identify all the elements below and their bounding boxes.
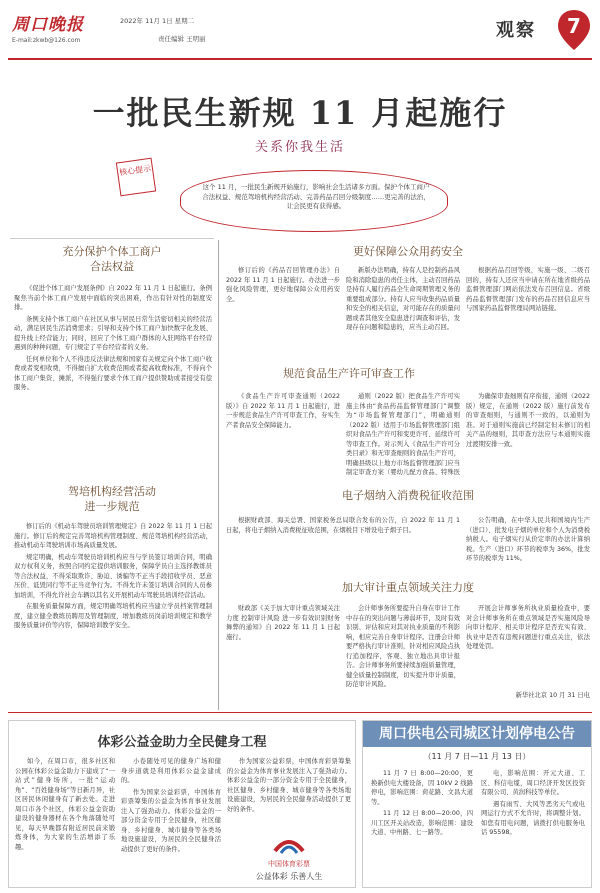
lottery-logo-text: 中国体育彩票 bbox=[268, 860, 310, 868]
section-body-6b bbox=[346, 604, 460, 700]
paragraph: 条例支持个体工商户在社区从事与居民日常生活密切相关的经营活动，满足居民生活消费需求；引导和支持个体工商户加快数字化发展、提升线上经营能力；同时，回应了个体工商户群体的入驻网络平台经营遇到的种种问题，专门规定了平台经营者的义务。 bbox=[14, 315, 212, 351]
divider bbox=[10, 238, 214, 239]
section-heading-3: 更好保障公众用药安全 bbox=[353, 245, 463, 258]
column-divider bbox=[218, 240, 219, 710]
paragraph: 作为国家公益彩票，中国体育彩票筹集的公益金为体育事业发展注入了强劲动力。体彩公益金的一部分资金专用于全民健身，社区健身、乡村健身、城市健身等各类场地设施建设，为居民的全民健身活动提供了更好的条件。 bbox=[227, 758, 351, 813]
paragraph: 如今，在周口市，很多社区和公园在体彩公益金助力下建成了“一站式”健身场所，一批“运动角”、“百姓健身场”等日新月异，社区居民休闲健身有了新去处。走进周口市各个社区，体彩公益金资助建设的健身器材在各个角落随处可见，每天早晚都有附近居民前来锻炼身体，为大家的生活增添了乐趣。 bbox=[15, 758, 115, 851]
section-body-2 bbox=[14, 522, 212, 631]
tip-badge: 核心提示 bbox=[116, 158, 156, 197]
section-heading-5: 电子烟纳入消费税征收范围 bbox=[342, 489, 474, 502]
paragraph: 通则（2022 版）把食品生产许可实施主体由“食品药品监督管理部门”调整为“市场监督管理部门”，明确通则（2022 版）适用于市场监督管理部门组织对食品生产许可和变更许可、延续许可等审查工作。对示列入《食品生产许可分类目录》和无审查细则的食品生产许可，明确县级以上地方市场监督管理部门应当制定审查方案（婴幼儿配方食品、特殊医 bbox=[346, 393, 460, 476]
newspaper-brand: 周口晚报 bbox=[12, 15, 84, 35]
section-body-6c bbox=[466, 604, 590, 688]
paragraph: 《促进个体工商户发展条例》自 2022 年 11 月 1 日起施行。条例聚焦当前个体工商户发展中面临的突出困难，作出有针对性的制度安排。 bbox=[14, 285, 212, 311]
section-body-3a bbox=[226, 266, 340, 304]
lottery-col-3 bbox=[227, 757, 351, 827]
paragraph: 会计师事务所要提升自身在审计工作中存在的突出问题与薄弱环节，及时有效识别、评估和应对其对执业质量的不利影响，相应完善自身审计程序。注册会计师要严格执行审计准则，针对相应风险点执行追加程序，客观、独立地出具审计报告。会计师事务所要持续加强质量管理，健全质量控制制度，切实提升审计质量，防范审计风险。 bbox=[346, 605, 460, 688]
top-rule bbox=[8, 58, 592, 60]
section-body-5a bbox=[226, 516, 460, 566]
paragraph: 11 月 7 日 8:00—20:00，更换新供电大楼设备，因 10kV 2 线路停电，影响范围：荷花路、文昌大道等。 bbox=[371, 770, 473, 806]
lead-text: 这个 11 月，一批民生新规开始施行，影响社会生活诸多方面。保护个体工商户合法权益、规范驾培机构经营活动、完善药品召回分级制度……更完善的法治，让会民更有获得感。 bbox=[202, 183, 430, 210]
section-body-6a bbox=[226, 604, 340, 700]
responsible-editor: 责任编辑 王明丽 bbox=[158, 35, 206, 43]
page-number-badge bbox=[556, 8, 592, 52]
masthead bbox=[8, 4, 592, 56]
paragraph: 公告明确，在中华人民共和国境内生产（进口）、批发电子烟的单位和个人为消费税纳税人。电子烟实行从价定率的办法计算纳税。生产（进口）环节的税率为 36%，批发环节的税率为 11%。 bbox=[466, 517, 590, 562]
page-number: 7 bbox=[567, 14, 581, 38]
paragraph: 遇有雨雪、大风等恶劣天气或电网运行方式不允许时，将调整计划。如您有用电问题，请拨打供电服务电话 95598。 bbox=[481, 800, 585, 836]
lottery-logo-icon bbox=[271, 833, 307, 857]
section-heading-6: 加大审计重点领域关注力度 bbox=[342, 581, 474, 594]
paragraph: 财政部《关于加大审计重点领域关注力度 控制审计风险 进一步有效识别财务舞弊的通知》自 2022 年 11 月 1 日起施行。 bbox=[226, 605, 340, 641]
issue-date: 2022年 11月 1日 星期二 bbox=[120, 17, 195, 25]
paragraph: 11 月 12 日 8:00—20:00，四川工区开关站改造，影响范围：建设大道、中州路、七一路等。 bbox=[371, 810, 473, 836]
section-body-4b bbox=[346, 392, 460, 476]
paragraph: 在服务质量保障方面，规定明确驾培机构应当建立学员档案管理制度，建立健全教练员聘用及管理制度，增加教练员岗前培训规定和教学服务质量评价等内容，保障培训教学安全。 bbox=[14, 603, 212, 629]
notice-title: 周口供电公司城区计划停电公告 bbox=[363, 721, 591, 747]
paragraph: 修订后的《机动车驾驶员培训管理规定》自 2022 年 11 月 1 日起施行。修订后的规定完善驾培机构管理制度、规范驾培机构经营活动，推动机动车驾驶培训市场高质量发展。 bbox=[14, 523, 212, 549]
paragraph: 作为国家公益彩票，中国体育彩票筹集的公益金为体育事业发展注入了强劲动力。体彩公益金的一部分资金专用于全民健身，社区健身、乡村健身、城市健身等各类场地设施建设，为居民的全民健身活动提供了更好的条件。 bbox=[121, 788, 221, 853]
lottery-col-1 bbox=[15, 757, 115, 883]
headline-subtitle: 关系你我生活 bbox=[254, 140, 345, 155]
section-body-1 bbox=[14, 284, 212, 393]
notice-col-2 bbox=[481, 769, 585, 883]
lottery-slogan: 公益体彩 乐善人生 bbox=[255, 872, 323, 881]
section-name: 观察 bbox=[496, 20, 536, 41]
paragraph: 任何单位和个人不得违反法律法规和国家有关规定向个体工商户收费或者变相收费，不得擅自扩大收费范围或者提高收费标准，不得向个体工商户集资、摊派，不得强行要求个体工商户提供赞助或者接受有偿服务。 bbox=[14, 355, 212, 391]
section-body-3c bbox=[466, 266, 590, 342]
email-address: E-mail:zkwb@126.com bbox=[12, 37, 81, 44]
paragraph: 为确保审查细则有序衔接，通则（2022 版）规定，在通则（2022 版）施行前发布的审查细则，与通则不一致的，以通则为准。对于通则实施前已经制定但未修订的相关产品的细则，其审查方法应与本通则实施过渡期安排一致。 bbox=[466, 393, 590, 448]
notice-col-1 bbox=[371, 769, 473, 883]
paragraph: 电，影响范围：开元大道、工区、科信电缆，周口经济开发区投资有限公司、黄润科技等单位。 bbox=[481, 770, 585, 796]
paragraph: 规定明确，机动车驾驶员培训机构应当与学员签订培训合同，明确双方权利义务，按照合同约定提供培训服务，保障学员自主选择教练员等合法权益，不得采取欺诈、胁迫、诱骗等不正当手段招收学员、恶意压价、诋毁同行等不正当竞争行为。不得允许未签订培训合同的人员参加培训，不得允许社会车辆以其名义开展机动车驾驶员培训经营活动。 bbox=[14, 553, 212, 599]
paragraph: 新版办法明确，持有人是控制药品风险和消除隐患的责任主体，主动召回药品是持有人履行药品全生命周期管理义务的重要组成部分。持有人应当收集药品质量和安全的相关信息，对可能存在的质量问题或者其他安全隐患进行调查和评估，发现存在问题和隐患的，应当主动召回。 bbox=[346, 267, 460, 331]
lottery-col-2 bbox=[121, 757, 221, 883]
paragraph: 根据药品召回等级，实施一级、二级召回的，持有人还应当申请在所在地省级药品监督管理部门网站依法发布召回信息。省级药品监督管理部门发布的药品召回信息应当与国家药品监督管理局网站链接。 bbox=[466, 267, 590, 312]
section-body-3b bbox=[346, 266, 460, 342]
section-body-4c bbox=[466, 392, 590, 476]
lottery-title: 体彩公益金助力全民健身工程 bbox=[97, 735, 267, 750]
section-heading-4: 规范食品生产许可审查工作 bbox=[283, 367, 415, 380]
power-notice bbox=[362, 720, 592, 888]
section-body-4a bbox=[226, 392, 340, 476]
paragraph: 小卷随处可见的健身广场和健身步道就是利用体彩公益金建成的。 bbox=[121, 758, 221, 784]
paragraph: 《食品生产许可审查通则（2022版）》自 2022 年 11 月 1 日起施行，进一步规范食品生产许可审查工作，夯实生产者食品安全保障能力。 bbox=[226, 393, 340, 429]
section-heading-2: 驾培机构经营活动 进一步规范 bbox=[68, 485, 156, 513]
paragraph: 开展会计师事务所执业质量检查中，要对会计师事务所在重点领域是否实施风险导向审计程序、相关审计程序是否充实有效、执业中是否有违规问题进行重点关注，依法处理处罚。 bbox=[466, 605, 590, 650]
mid-rule bbox=[8, 712, 592, 713]
paragraph: 根据财政部、海关总署、国家税务总局联合发布的公告，自 2022 年 11 月 1 日起，将电子烟纳入消费税征收范围，在烟税目下增设电子烟子目。 bbox=[226, 517, 460, 534]
headline-title: 一批民生新规 11 月起施行 bbox=[92, 94, 508, 132]
paragraph: 修订后的《药品召回管理办法》自 2022 年 11 月 1 日起施行。办法进一步强化风险管理，更好地保障公众用药安全。 bbox=[226, 267, 340, 303]
dateline-credit: 新华社北京 10 月 31 日电 bbox=[515, 692, 590, 699]
section-body-5b bbox=[466, 516, 590, 566]
section-heading-1: 充分保护个体工商户 合法权益 bbox=[62, 245, 162, 273]
lottery-article bbox=[8, 720, 356, 888]
notice-date-range: （11 月 7 日—11 月 13 日） bbox=[423, 752, 531, 761]
